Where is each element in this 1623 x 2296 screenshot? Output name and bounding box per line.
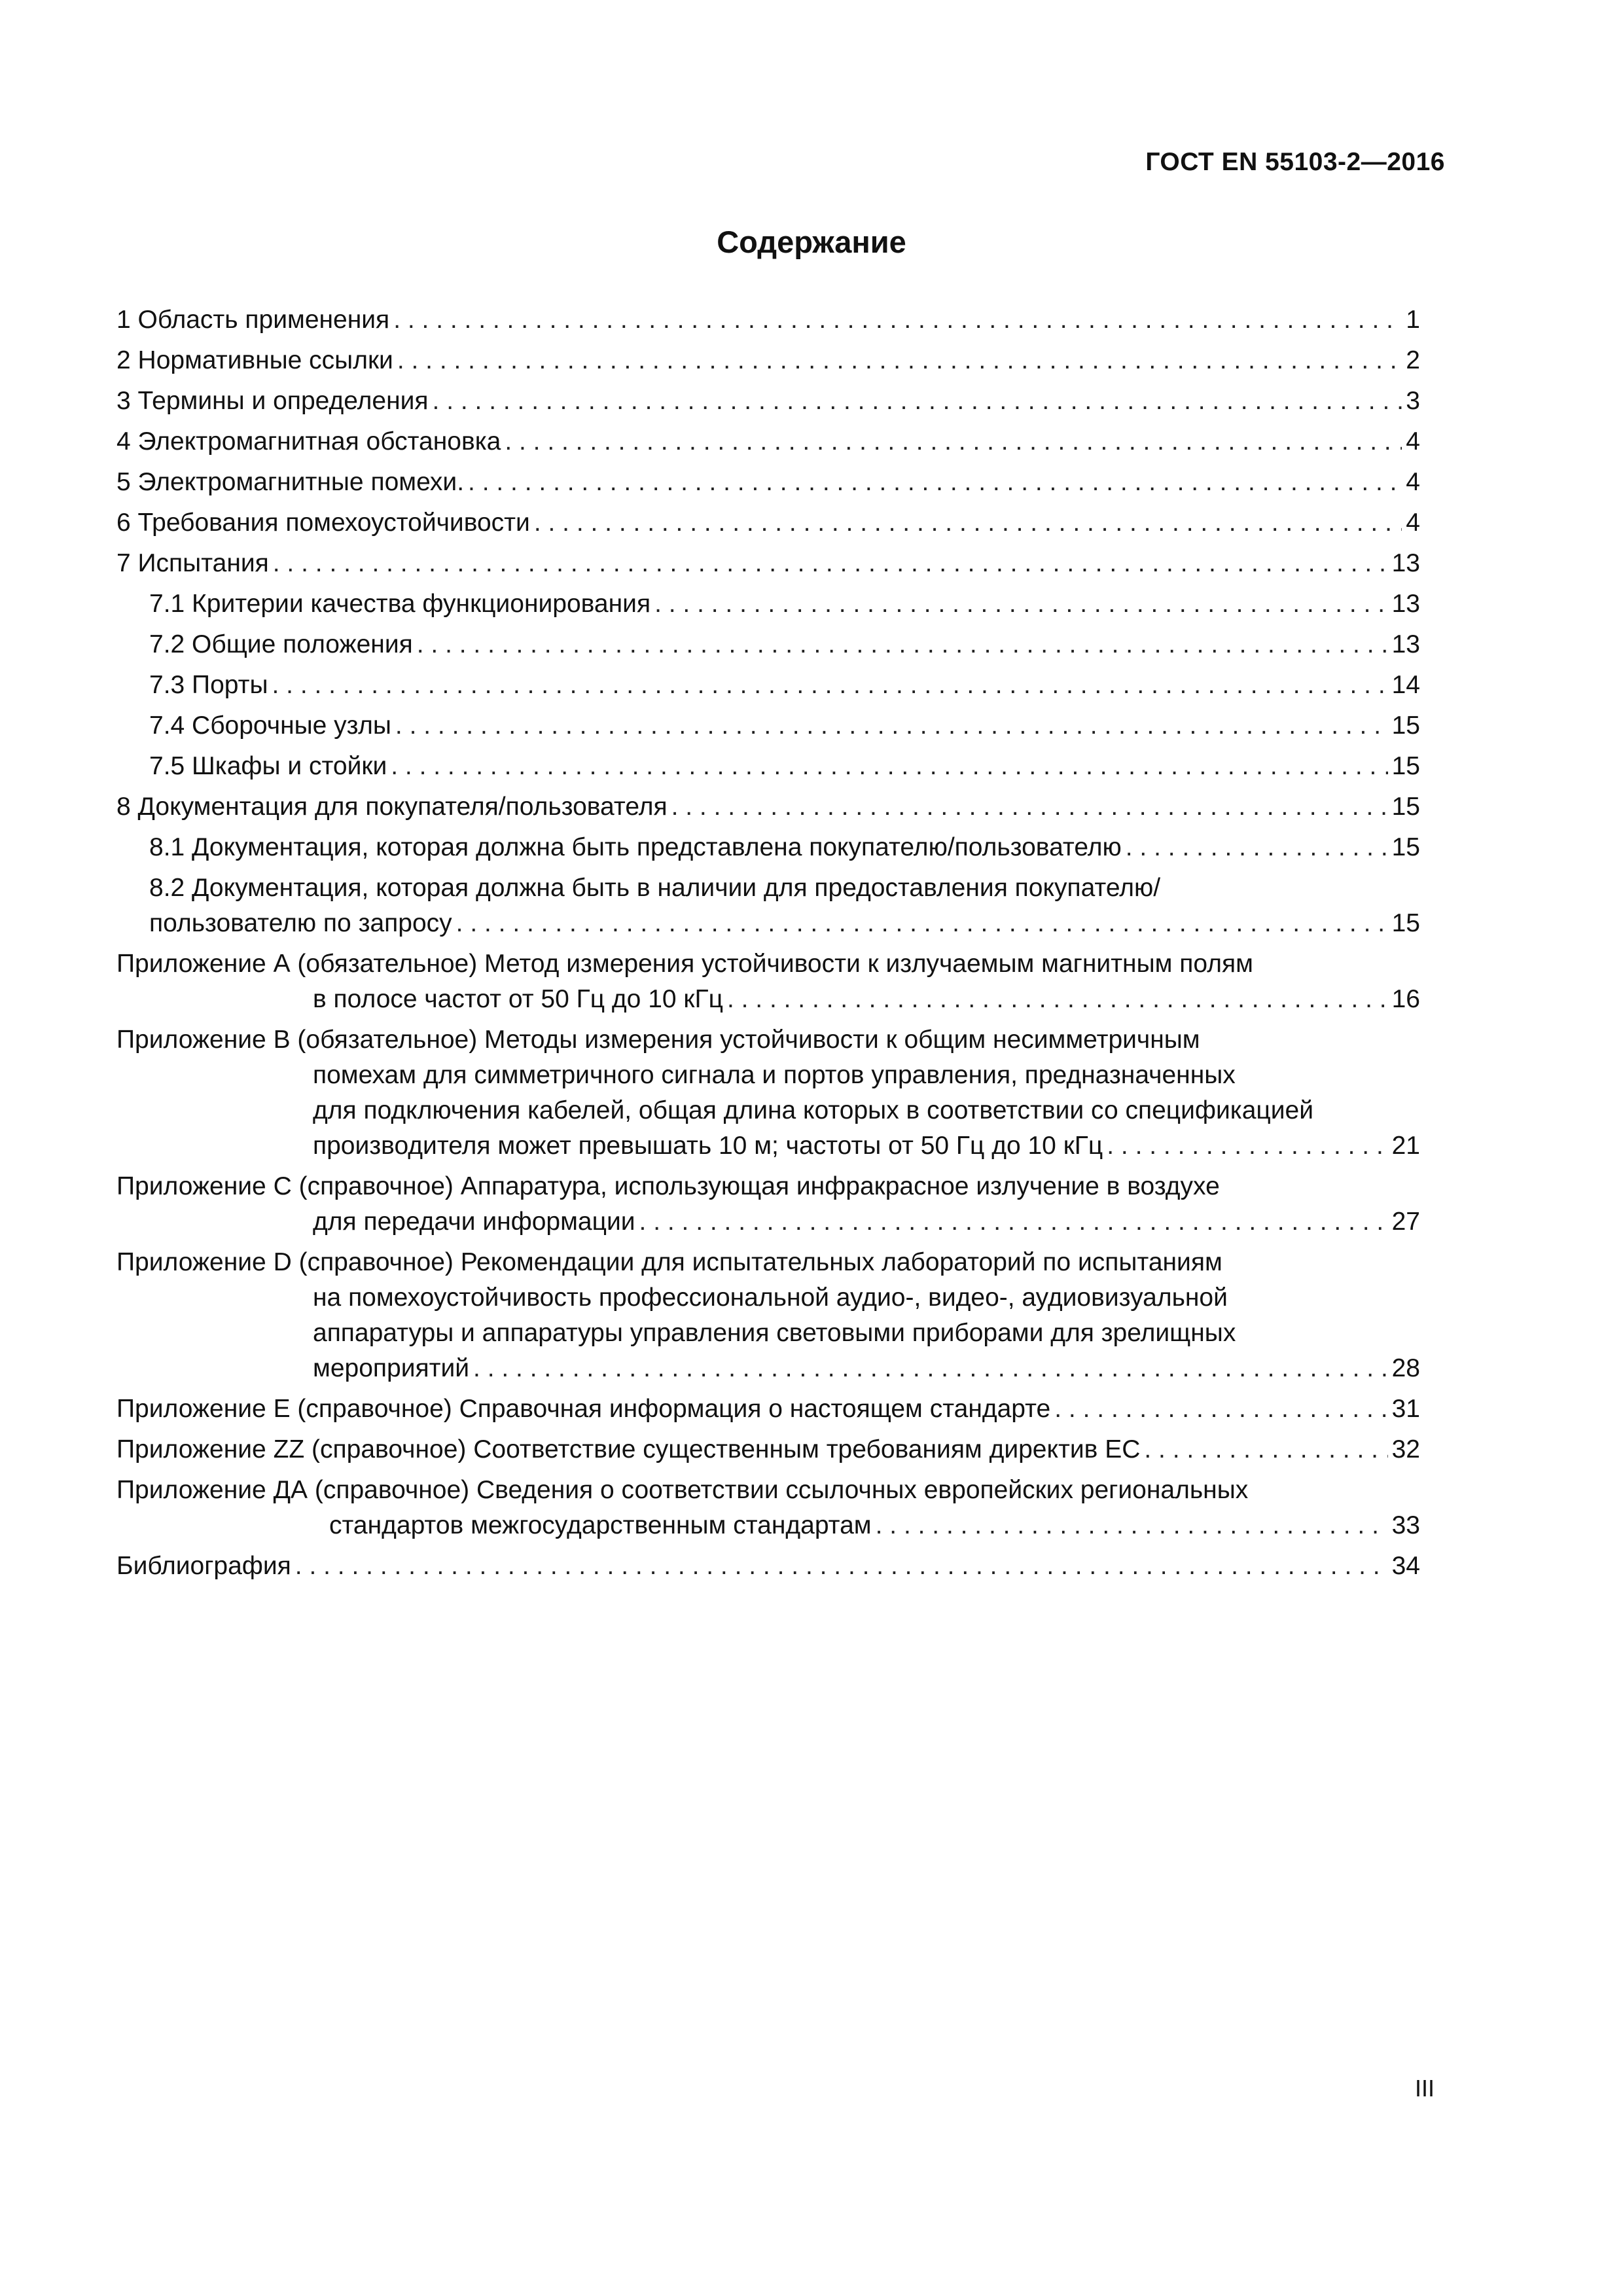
toc-entry-page: 2 bbox=[1406, 346, 1420, 374]
toc-entry[interactable] bbox=[116, 1432, 1420, 1467]
toc-entry-title: стандартов межгосударственным стандартам bbox=[329, 1511, 872, 1539]
toc-entry-title: 8.2 Документация, которая должна быть в наличии для предоставления покупателю/ bbox=[149, 874, 1161, 902]
toc-entry[interactable] bbox=[116, 1391, 1420, 1427]
toc-entry-page: 21 bbox=[1391, 1132, 1420, 1160]
toc-entry-page: 28 bbox=[1391, 1354, 1420, 1382]
toc-entry-title: Приложение С (справочное) Аппаратура, использующая инфракрасное излучение в воздухе bbox=[116, 1172, 1220, 1200]
toc-title: Содержание bbox=[717, 224, 906, 259]
dot-leader bbox=[273, 546, 1388, 581]
toc-entry[interactable] bbox=[116, 789, 1420, 825]
toc-entry-title: 7 Испытания bbox=[116, 549, 269, 577]
toc-entry-page: 13 bbox=[1391, 590, 1420, 618]
dot-leader bbox=[534, 505, 1402, 541]
toc-entry[interactable] bbox=[116, 1022, 1420, 1164]
toc-entry-title: 2 Нормативные ссылки bbox=[116, 346, 393, 374]
dot-leader bbox=[639, 1204, 1388, 1240]
dot-leader bbox=[391, 749, 1387, 784]
toc-entry-title: Приложение В (обязательное) Методы измерения устойчивости к общим несимметричным bbox=[116, 1026, 1200, 1054]
dot-leader bbox=[505, 424, 1402, 459]
toc-entry-page: 32 bbox=[1391, 1435, 1420, 1463]
toc-entry-page: 16 bbox=[1391, 985, 1420, 1013]
toc-entry-page: 15 bbox=[1391, 711, 1420, 740]
toc-entry-page: 1 bbox=[1406, 306, 1420, 334]
toc-entry[interactable] bbox=[116, 343, 1420, 378]
toc-entry[interactable] bbox=[116, 627, 1420, 662]
toc-entry[interactable] bbox=[116, 830, 1420, 865]
toc-entry-title: Приложение А (обязательное) Метод измерения устойчивости к излучаемым магнитным полям bbox=[116, 950, 1253, 978]
toc-entry-title: 7.1 Критерии качества функционирования bbox=[149, 590, 651, 618]
toc-entry[interactable] bbox=[116, 1245, 1420, 1386]
dot-leader bbox=[1054, 1391, 1387, 1427]
toc-entry[interactable] bbox=[116, 546, 1420, 581]
toc-entry[interactable] bbox=[116, 384, 1420, 419]
dot-leader bbox=[397, 343, 1402, 378]
toc-entry[interactable] bbox=[116, 749, 1420, 784]
toc-entry-page: 13 bbox=[1391, 549, 1420, 577]
toc-entry-page: 4 bbox=[1406, 509, 1420, 537]
document-code-header: ГОСТ EN 55103-2—2016 bbox=[1145, 148, 1445, 176]
toc-entry-page: 13 bbox=[1391, 630, 1420, 658]
toc-entry[interactable] bbox=[116, 1473, 1420, 1543]
toc-entry-title: 7.2 Общие положения bbox=[149, 630, 413, 658]
toc-entry-title: Библиография bbox=[116, 1552, 291, 1580]
dot-leader bbox=[272, 668, 1388, 703]
toc-entry-title: 5 Электромагнитные помехи. bbox=[116, 468, 465, 496]
toc-entry-title: Приложение ДА (справочное) Сведения о соответствии ссылочных европейских региональных bbox=[116, 1476, 1249, 1504]
dot-leader bbox=[671, 789, 1388, 825]
toc-entry[interactable] bbox=[116, 708, 1420, 744]
toc-entry-page: 27 bbox=[1391, 1208, 1420, 1236]
toc-entry-title: 8.1 Документация, которая должна быть представлена покупателю/пользователю bbox=[149, 833, 1122, 861]
toc-entry-page: 34 bbox=[1391, 1552, 1420, 1580]
dot-leader bbox=[1107, 1128, 1387, 1164]
toc-entry-page: 15 bbox=[1391, 833, 1420, 861]
toc-entry-title: производителя может превышать 10 м; частоты от 50 Гц до 10 кГц bbox=[313, 1132, 1103, 1160]
toc-entry[interactable] bbox=[116, 586, 1420, 622]
toc-entry-page: 4 bbox=[1406, 427, 1420, 456]
toc-entry-title: пользователю по запросу bbox=[149, 909, 452, 937]
toc-entry-title: Приложение ZZ (справочное) Соответствие существенным требованиям директив ЕС bbox=[116, 1435, 1141, 1463]
toc-entry-title: 6 Требования помехоустойчивости bbox=[116, 509, 530, 537]
dot-leader bbox=[417, 627, 1388, 662]
toc-entry[interactable] bbox=[116, 668, 1420, 703]
toc-entry-title: 7.4 Сборочные узлы bbox=[149, 711, 391, 740]
toc-entry-page: 31 bbox=[1391, 1395, 1420, 1423]
dot-leader bbox=[473, 1351, 1388, 1386]
dot-leader bbox=[395, 708, 1388, 744]
toc-entry-title: в полосе частот от 50 Гц до 10 кГц bbox=[313, 985, 723, 1013]
toc-entry[interactable] bbox=[116, 424, 1420, 459]
dot-leader bbox=[1144, 1432, 1387, 1467]
toc-entry-title: 8 Документация для покупателя/пользователя bbox=[116, 793, 668, 821]
toc-entry-title: для передачи информации bbox=[313, 1208, 635, 1236]
toc-entry-page: 15 bbox=[1391, 793, 1420, 821]
table-of-contents bbox=[116, 302, 1420, 1589]
toc-entry-title: на помехоустойчивость профессиональной аудио-, видео-, аудиовизуальной bbox=[313, 1283, 1228, 1312]
dot-leader bbox=[876, 1508, 1388, 1543]
toc-entry-title: 3 Термины и определения bbox=[116, 387, 429, 415]
page-number: III bbox=[1414, 2075, 1435, 2102]
toc-entry-title: аппаратуры и аппаратуры управления световыми приборами для зрелищных bbox=[313, 1319, 1236, 1347]
dot-leader bbox=[393, 302, 1402, 338]
toc-entry-title: Приложение Е (справочное) Справочная информация о настоящем стандарте bbox=[116, 1395, 1051, 1423]
toc-entry-page: 15 bbox=[1391, 752, 1420, 780]
toc-entry[interactable] bbox=[116, 505, 1420, 541]
dot-leader bbox=[1126, 830, 1388, 865]
toc-entry-title: 4 Электромагнитная обстановка bbox=[116, 427, 501, 456]
toc-entry[interactable] bbox=[116, 465, 1420, 500]
dot-leader bbox=[727, 982, 1388, 1017]
dot-leader bbox=[654, 586, 1388, 622]
toc-entry[interactable] bbox=[116, 1549, 1420, 1584]
toc-entry[interactable] bbox=[116, 870, 1420, 941]
toc-entry-page: 4 bbox=[1406, 468, 1420, 496]
toc-entry[interactable] bbox=[116, 946, 1420, 1017]
toc-entry-page: 15 bbox=[1391, 909, 1420, 937]
dot-leader bbox=[456, 906, 1388, 941]
toc-entry[interactable] bbox=[116, 1169, 1420, 1240]
toc-entry-title: для подключения кабелей, общая длина которых в соответствии со спецификацией bbox=[313, 1096, 1313, 1124]
toc-entry-page: 14 bbox=[1391, 671, 1420, 699]
toc-entry-title: 1 Область применения bbox=[116, 306, 390, 334]
toc-entry-title: Приложение D (справочное) Рекомендации для испытательных лабораторий по испытаниям bbox=[116, 1248, 1222, 1276]
dot-leader bbox=[468, 465, 1402, 500]
dot-leader bbox=[295, 1549, 1388, 1584]
toc-entry-page: 3 bbox=[1406, 387, 1420, 415]
toc-entry-title: мероприятий bbox=[313, 1354, 470, 1382]
toc-entry-page: 33 bbox=[1391, 1511, 1420, 1539]
toc-entry-title: 7.5 Шкафы и стойки bbox=[149, 752, 387, 780]
toc-entry-title: помехам для симметричного сигнала и портов управления, предназначенных bbox=[313, 1061, 1236, 1089]
toc-entry-title: 7.3 Порты bbox=[149, 671, 268, 699]
dot-leader bbox=[433, 384, 1402, 419]
toc-entry[interactable] bbox=[116, 302, 1420, 338]
